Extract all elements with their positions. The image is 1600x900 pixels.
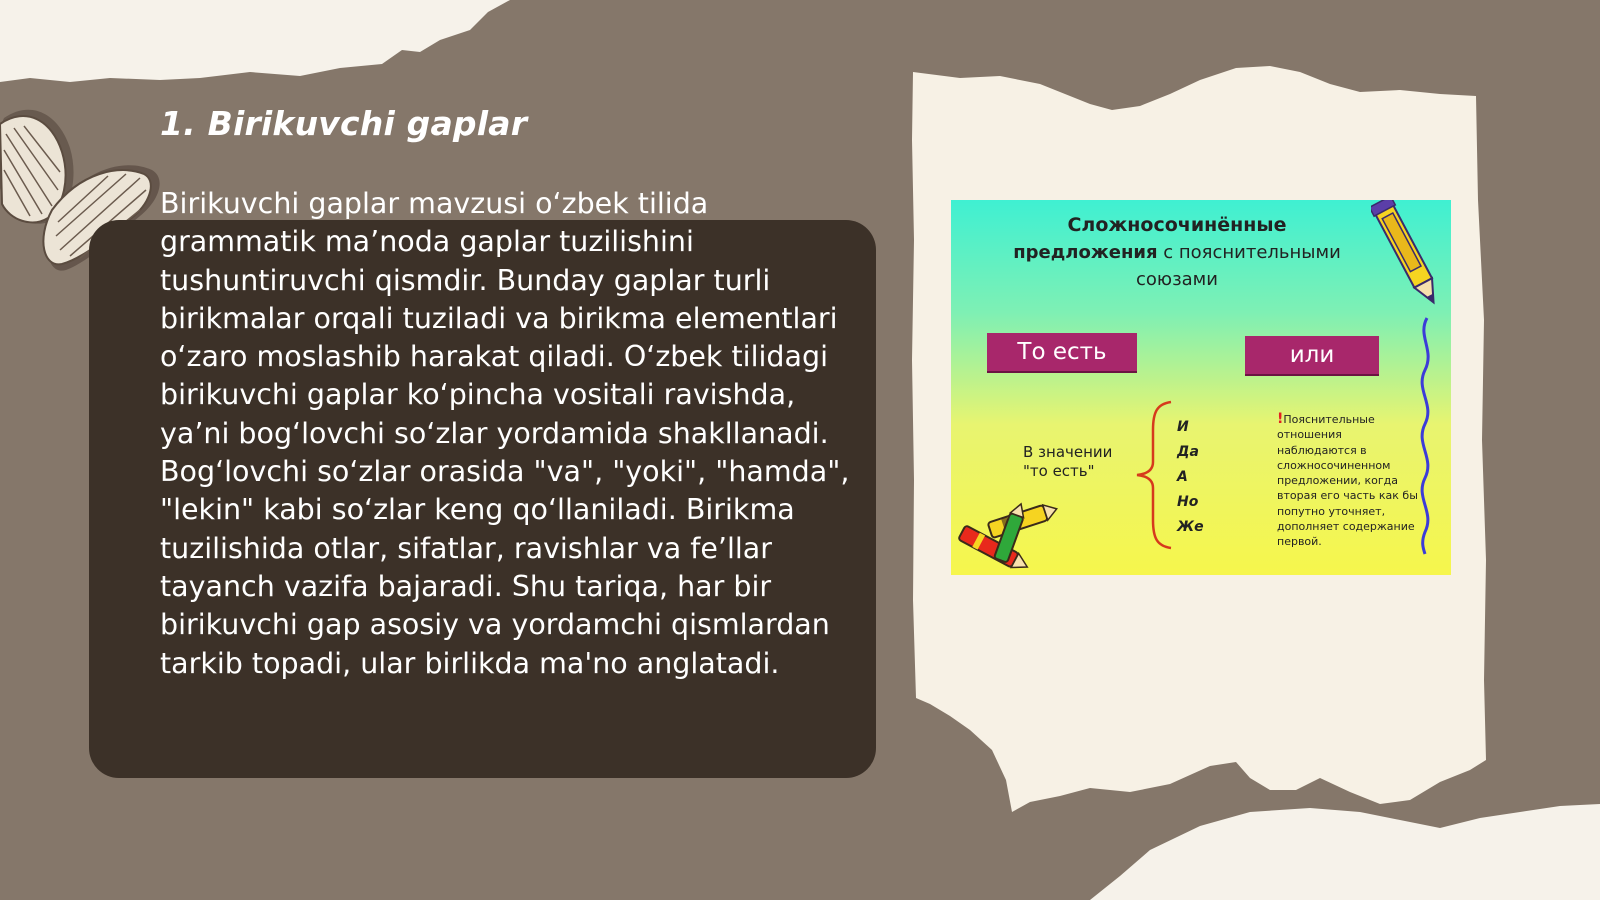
embedded-title-line3: союзами	[1136, 269, 1218, 290]
embedded-slide-image	[951, 200, 1451, 575]
conj-no: Но	[1177, 494, 1199, 510]
brace-icon	[1133, 400, 1175, 550]
conj-a: А	[1177, 469, 1188, 485]
slide-title: 1. Birikuvchi gaplar	[160, 104, 528, 143]
note-mark: !	[1277, 411, 1284, 427]
body-text: Birikuvchi gaplar mavzusi o‘zbek tilida grammatik ma’noda gaplar tuzilishini tushuntiruvchi qismdir. Bunday gaplar turli birikmalar orqali tuziladi va birikma elementlari o‘zaro moslashib harakat qiladi. O‘zbek tilidagi birikuvchi gaplar ko‘pincha vositali ravishda, ya’ni bog‘lovchi so‘zlar yordamida shakllanadi. Bog‘lovchi so‘zlar orasida "va", "yoki", "hamda", "lekin" kabi so‘zlar keng qo‘llaniladi. Birikma tuzilishida otlar, sifatlar, ravishlar va fe’llar tayanch vazifa bajaradi. Shu tariqa, har bir birikuvchi gap asosiy va yordamchi qismlardan tarkib topadi, ular birlikda ma'no anglatadi.	[160, 187, 850, 680]
box-to-est: То есть	[987, 333, 1137, 371]
note-text: Пояснительные отношения наблюдаются в сложносочиненном предложении, когда вторая его часть как бы попутно уточняет, дополняет содержание первой.	[1277, 413, 1418, 549]
box-ili: или	[1245, 336, 1379, 374]
embedded-title	[951, 212, 1403, 293]
conj-da: Да	[1177, 444, 1199, 460]
explanatory-note	[1277, 412, 1422, 550]
pencil-icon	[1371, 200, 1451, 320]
conj-zhe: Же	[1177, 519, 1204, 535]
meaning-line2: "то есть"	[1023, 462, 1095, 480]
embedded-title-line1: Сложносочинённые	[1067, 214, 1287, 236]
crayons-icon	[951, 500, 1061, 575]
meaning-line1: В значении	[1023, 443, 1113, 461]
meaning-label	[1023, 443, 1112, 481]
embedded-title-line2: предложения с пояснительными	[1013, 242, 1341, 263]
conj-i: И	[1177, 419, 1189, 435]
